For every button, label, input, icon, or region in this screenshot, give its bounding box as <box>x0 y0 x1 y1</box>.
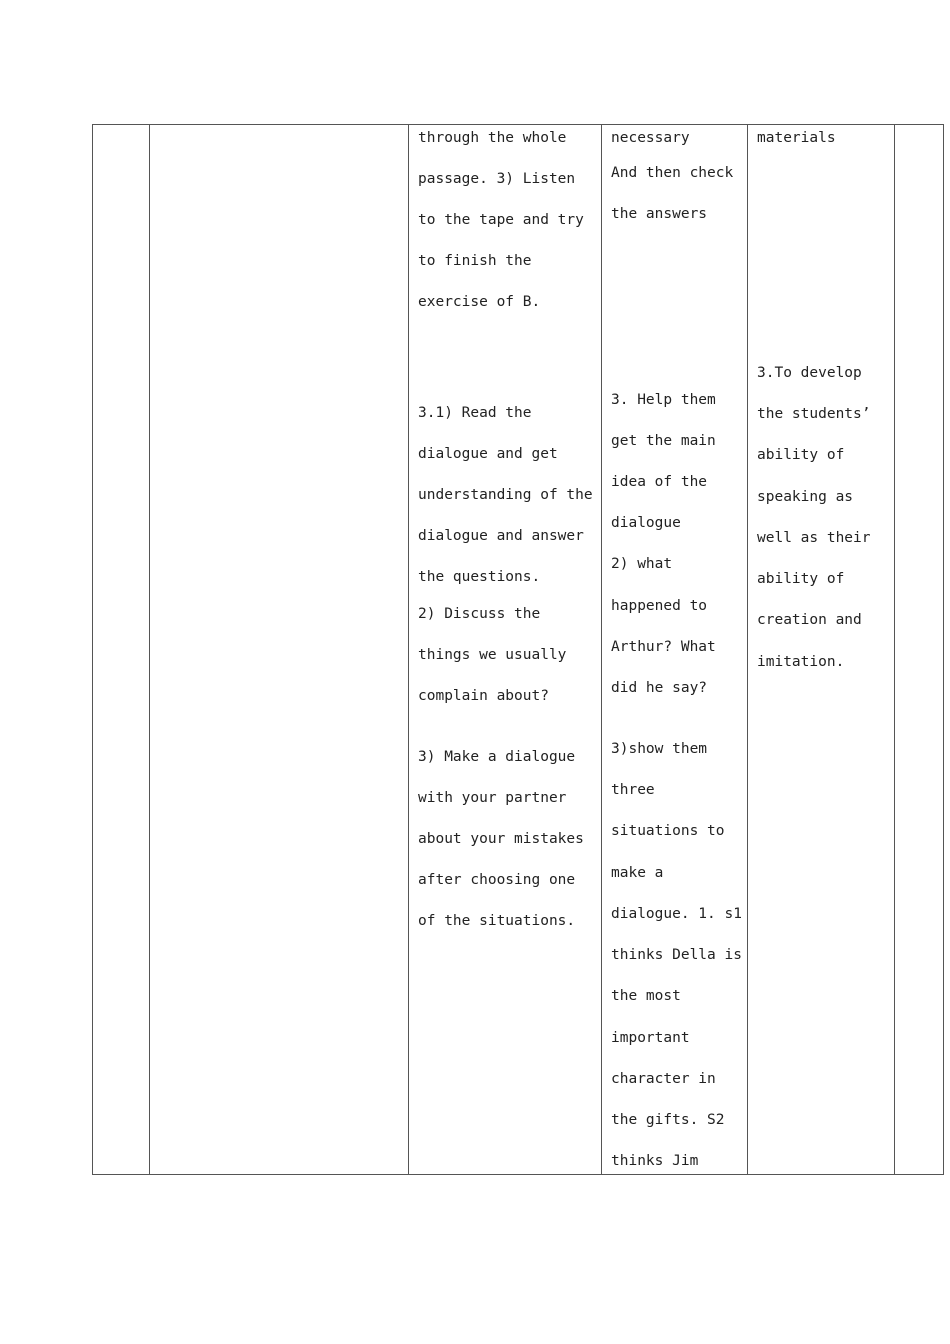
teacher-activity-line: character in <box>611 1071 716 1087</box>
student-activity-line: passage. 3) Listen <box>418 171 576 187</box>
teacher-activity-line: dialogue. 1. s1 <box>611 906 742 922</box>
teacher-activity-line: happened to <box>611 598 708 614</box>
teacher-activity-line: 3. Help them <box>611 392 716 408</box>
teacher-activity-line: the most <box>611 988 681 1004</box>
student-activity-line: 3) Make a dialogue <box>418 749 576 765</box>
purpose-line: ability of <box>757 571 845 587</box>
student-activity-line: things we usually <box>418 647 567 663</box>
content-cell <box>150 125 409 1175</box>
student-activity-line: dialogue and get <box>418 446 558 462</box>
student-activity-cell <box>409 125 602 1175</box>
student-activity-line: to the tape and try <box>418 212 584 228</box>
teacher-activity-line: necessary <box>611 130 690 146</box>
student-activity-line: understanding of the <box>418 487 593 503</box>
purpose-line: speaking as <box>757 489 854 505</box>
purpose-cell <box>748 125 895 1175</box>
teacher-activity-line: the gifts. S2 <box>611 1112 725 1128</box>
teacher-activity-line: get the main <box>611 433 716 449</box>
purpose-line: ability of <box>757 447 845 463</box>
student-activity-line: 3.1) Read the <box>418 405 532 421</box>
purpose-line: materials <box>757 130 836 146</box>
student-activity-line: complain about? <box>418 688 549 704</box>
student-activity-line: to finish the <box>418 253 532 269</box>
teacher-activity-line: dialogue <box>611 515 681 531</box>
teacher-activity-line: 3)show them <box>611 741 708 757</box>
teacher-activity-line: thinks Jim <box>611 1153 699 1169</box>
student-activity-line: through the whole <box>418 130 567 146</box>
table-row <box>93 125 944 1175</box>
student-activity-line: exercise of B. <box>418 294 541 310</box>
teacher-activity-cell <box>602 125 748 1175</box>
teacher-activity-line: did he say? <box>611 680 708 696</box>
teacher-activity-line: idea of the <box>611 474 708 490</box>
purpose-line: the students’ <box>757 406 871 422</box>
lesson-plan-table <box>92 124 944 1175</box>
purpose-line: creation and <box>757 612 862 628</box>
teacher-activity-line: important <box>611 1030 690 1046</box>
teacher-activity-line: Arthur? What <box>611 639 716 655</box>
student-activity-line: with your partner <box>418 790 567 806</box>
teacher-activity-line: make a <box>611 865 664 881</box>
purpose-line: well as their <box>757 530 871 546</box>
teacher-activity-line: situations to <box>611 823 725 839</box>
teacher-activity-line: And then check <box>611 165 734 181</box>
teacher-activity-line: thinks Della is <box>611 947 742 963</box>
teacher-activity-line: the answers <box>611 206 708 222</box>
teacher-activity-line: 2) what <box>611 556 673 572</box>
step-number-cell <box>93 125 150 1175</box>
student-activity-line: about your mistakes <box>418 831 584 847</box>
student-activity-line: the questions. <box>418 569 541 585</box>
purpose-line: 3.To develop <box>757 365 862 381</box>
student-activity-line: of the situations. <box>418 913 576 929</box>
student-activity-line: 2) Discuss the <box>418 606 541 622</box>
purpose-line: imitation. <box>757 654 845 670</box>
remarks-cell <box>895 125 944 1175</box>
teacher-activity-line: three <box>611 782 655 798</box>
student-activity-line: dialogue and answer <box>418 528 584 544</box>
student-activity-line: after choosing one <box>418 872 576 888</box>
